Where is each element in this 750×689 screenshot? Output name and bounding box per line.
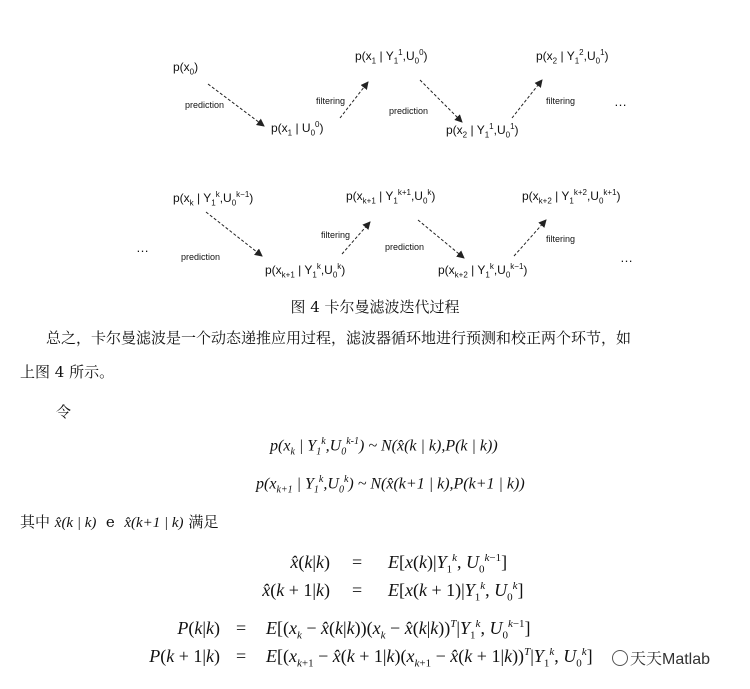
- node-p-xk2-yk: $p(x_{k+2}$ | $Y_1^k,U_0^{k-1}$): [438, 262, 528, 280]
- math-eq: =: [236, 618, 247, 638]
- arrow-filtering-2: [512, 80, 542, 118]
- math-rhs: $E[x(k + 1)|Y_1^k$, $U_0^k$]: [388, 580, 524, 604]
- ellipsis: …: [136, 240, 149, 255]
- arrow-filtering-4: [514, 220, 546, 256]
- prediction-label: prediction: [185, 100, 225, 110]
- node-p-x1-u0: $p(x_1$ | $U_0^0$): [271, 120, 324, 138]
- math-eq: =: [352, 552, 363, 572]
- ellipsis: …: [614, 94, 627, 109]
- math-lhs: P(k + 1|k): [149, 646, 220, 666]
- node-p-x0: $p(x_0)$: [173, 60, 199, 77]
- math-lhs: P(k|k): [177, 618, 220, 638]
- watermark: [610, 646, 712, 669]
- filtering-label: filtering: [316, 96, 346, 106]
- node-p-x1-y1-u0: $p(x_1$ | $Y_1^1,U_0^0$): [355, 48, 428, 66]
- ellipsis: …: [620, 250, 633, 265]
- ling-text: 令: [56, 403, 72, 421]
- math-eq: =: [236, 646, 247, 666]
- math-eq: =: [352, 580, 363, 600]
- wechat-icon: [612, 650, 628, 666]
- diagram-arrows: [0, 0, 750, 300]
- arrow-prediction-3: [206, 212, 262, 256]
- math-lhs: x̂(k + 1|k): [262, 580, 330, 600]
- prediction-label: prediction: [181, 252, 221, 262]
- prediction-label: prediction: [389, 106, 429, 116]
- filtering-label: filtering: [321, 230, 351, 240]
- qizhong-line: 其中 x̂(k | k) e x̂(k+1 | k) 满足: [20, 513, 219, 531]
- arrow-prediction-4: [418, 220, 464, 258]
- node-p-x2-y2-u1: $p(x_2$ | $Y_1^2,U_0^1$): [536, 48, 609, 66]
- watermark-text: 天天Matlab: [630, 651, 711, 668]
- node-p-xk2-yk2: $p(x_{k+2}$ | $Y_1^{k+2},U_0^{k+1}$): [522, 188, 621, 206]
- math-rhs: $E[(x_k$ − $x̂(k|k))(x_k$ − $x̂(k|k))^T|Y_1^k$, $U_0^{k-1}$]: [266, 618, 531, 642]
- filtering-label: filtering: [546, 96, 576, 106]
- math-rhs: $E[x(k)|Y_1^k$, $U_0^{k-1}$]: [388, 552, 508, 576]
- math-lhs: x̂(k|k): [290, 552, 330, 572]
- math-rhs: $E[(x_{k+1}$ − x̂(k + $1|k)(x_{k+1}$ − x̂(k + $1|k))^T|Y_1^k$, $U_0^k$]: [266, 646, 593, 670]
- node-p-xk: $p(x_k$ | $Y_1^k,U_0^{k-1}$): [173, 190, 254, 208]
- figure-caption: 图 4 卡尔曼滤波迭代过程: [290, 298, 460, 316]
- equation-1: $p(x_k$ | $Y_1^k,U_0^{k-1}$) ~ N(x̂(k | k),P(k | k)): [270, 436, 498, 458]
- equation-2: $p(x_{k+1}$ | $Y_1^k,U_0^k$) ~ N(x̂(k+1 | k),P(k+1 | k)): [256, 474, 525, 496]
- node-p-xk1-uk: $p(x_{k+1}$ | $Y_1^k,U_0^k$): [265, 262, 346, 280]
- paragraph-line: 上图 4 所示。: [20, 363, 115, 381]
- node-p-x2-y1-u1: $p(x_2$ | $Y_1^1,U_0^1$): [446, 122, 519, 140]
- node-p-xk1-yk1: $p(x_{k+1}$ | $Y_1^{k+1},U_0^k$): [346, 188, 436, 206]
- paragraph-line: 总之，卡尔曼滤波是一个动态递推应用过程，滤波器循环地进行预测和校正两个环节，如: [46, 329, 632, 347]
- filtering-label: filtering: [546, 234, 576, 244]
- prediction-label: prediction: [385, 242, 425, 252]
